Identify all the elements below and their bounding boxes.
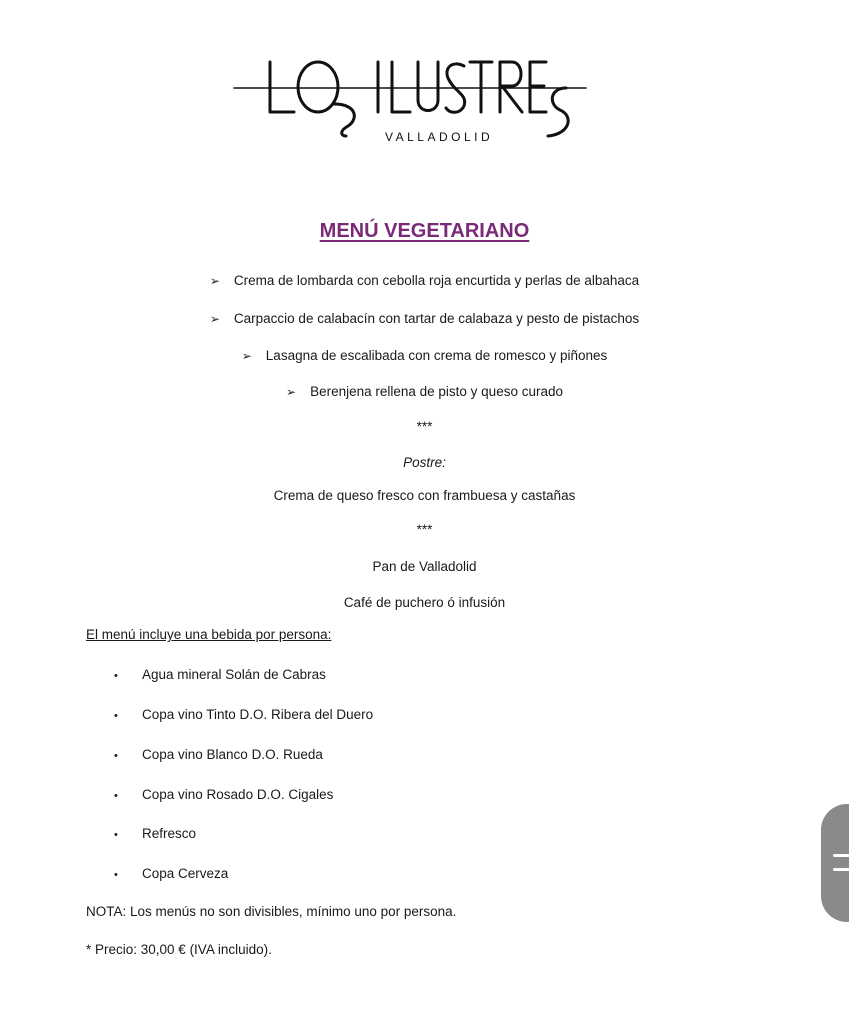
- note-text: NOTA: Los menús no son divisibles, mínimo uno por persona.: [86, 904, 457, 919]
- menu-title: MENÚ VEGETARIANO: [319, 220, 530, 242]
- arrow-bullet-icon: ➢: [209, 312, 220, 326]
- dish-text: Crema de lombarda con cebolla roja encurtida y perlas de albahaca: [233, 273, 640, 288]
- drink-text: Copa vino Blanco D.O. Rueda: [142, 747, 323, 762]
- drink-item: [114, 707, 373, 722]
- drink-text: Copa Cerveza: [142, 866, 229, 881]
- dessert-label: Postre:: [403, 455, 446, 470]
- coffee-text: Café de puchero ó infusión: [343, 595, 506, 610]
- arrow-bullet-icon: ➢: [241, 349, 252, 363]
- separator: ***: [416, 419, 433, 434]
- svg-text:VALLADOLID: VALLADOLID: [385, 130, 494, 144]
- dish-text: Berenjena rellena de pisto y queso curado: [310, 384, 563, 399]
- dish-item: [0, 311, 849, 326]
- dish-text: Carpaccio de calabacín con tartar de calabaza y pesto de pistachos: [233, 311, 640, 326]
- drink-item: [114, 747, 323, 762]
- drink-text: Refresco: [142, 826, 197, 841]
- drink-item: [114, 866, 228, 881]
- arrow-bullet-icon: ➢: [209, 274, 220, 288]
- price-text: * Precio: 30,00 € (IVA incluido).: [86, 942, 272, 957]
- bullet-icon: •: [114, 750, 118, 762]
- arrow-bullet-icon: ➢: [286, 385, 297, 399]
- drink-item: [114, 667, 326, 682]
- side-menu-tab[interactable]: [821, 804, 849, 922]
- dish-item: [0, 384, 849, 399]
- dish-item: [0, 273, 849, 288]
- drink-text: Agua mineral Solán de Cabras: [142, 667, 326, 682]
- los-ilustres-logo: [230, 52, 592, 146]
- drink-item: [114, 826, 196, 841]
- bullet-icon: •: [114, 710, 118, 722]
- dish-item: [0, 348, 849, 363]
- drink-item: [114, 787, 333, 802]
- bread-text: Pan de Valladolid: [372, 559, 477, 574]
- bullet-icon: •: [114, 670, 118, 682]
- separator: ***: [416, 522, 433, 537]
- bullet-icon: •: [114, 790, 118, 802]
- bullet-icon: •: [114, 869, 118, 881]
- drink-text: Copa vino Rosado D.O. Cigales: [142, 787, 334, 802]
- bullet-icon: •: [114, 829, 118, 841]
- drink-text: Copa vino Tinto D.O. Ribera del Duero: [142, 707, 374, 722]
- includes-label: El menú incluye una bebida por persona:: [86, 627, 332, 642]
- dessert-text: Crema de queso fresco con frambuesa y castañas: [273, 488, 576, 503]
- dish-text: Lasagna de escalibada con crema de romesco y piñones: [265, 348, 608, 363]
